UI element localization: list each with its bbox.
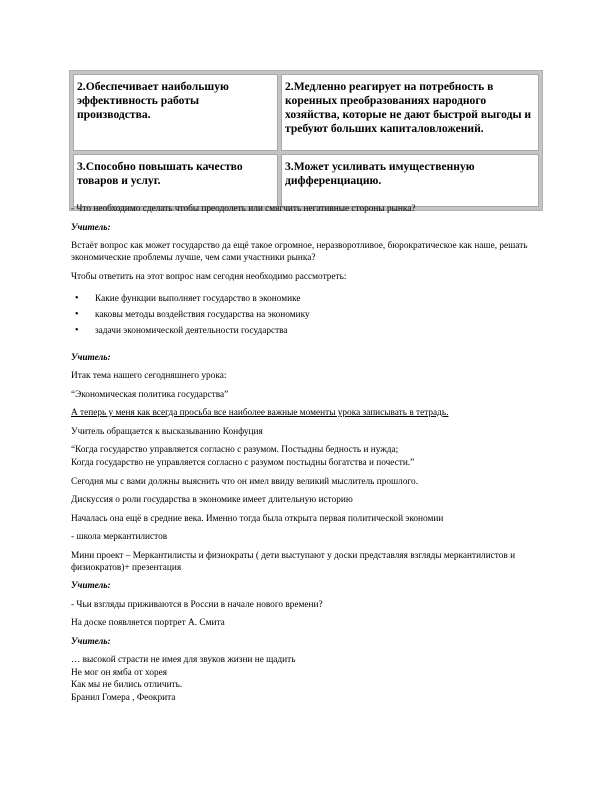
question: - Чьи взгляды приживаются в России в начале нового времени? [71,599,323,610]
table-cell: 3.Может усиливать имущественную дифференциацию. [281,154,539,207]
teacher-label: Учитель: [71,581,111,591]
table-cell: 3.Способно повышать качество товаров и услуг. [73,154,278,207]
table-cell: 2.Медленно реагирует на потребность в коренных преобразованиях народного хозяйства, которые не дают быстрой выгоды и требуют больших капиталовложений. [281,74,539,151]
table-row [73,74,539,151]
list-item: • задачи экономической деятельности государства [95,325,551,337]
lesson-topic: “Экономическая политика государства” [71,389,229,400]
underlined-request: А теперь у меня как всегда просьба все наиболее важные моменты урока записывать в тетрадь. [71,408,449,418]
topics-list [71,293,551,337]
table-cell: 2.Обеспечивает наибольшую эффективность работы производства. [73,74,278,151]
paragraph: - школа меркантилистов [71,532,168,542]
paragraph: Учитель обращается к высказыванию Конфуция [71,426,263,437]
paragraph: Началась она ещё в средние века. Именно тогда была открыта первая политической экономии [71,513,444,524]
table-row [73,154,539,207]
paragraph: Встаёт вопрос как может государство да ещё такое огромное, неразворотливое, бюрократическое как наше, решать экономические проблемы лучше, чем сами участники рынка? [71,241,528,263]
comparison-table [69,70,543,211]
lesson-text [71,203,551,711]
teacher-label: Учитель: [71,222,111,233]
poem-line: … высокой страсти не имея для звуков жизни не щадить [71,655,296,665]
quote-line: Когда государство не управляется согласно с разумом постыдны богатства и почести.” [71,457,415,468]
paragraph: Дискуссия о роли государства в экономике имеет длительную историю [71,495,353,505]
confucius-quote [71,444,551,469]
teacher-label: Учитель: [71,636,111,647]
poem [71,654,551,704]
paragraph: Чтобы ответить на этот вопрос нам сегодня необходимо рассмотреть: [71,271,347,282]
teacher-label: Учитель: [71,352,111,363]
quote-line: “Когда государство управляется согласно с разумом. Постыдны бедность и нужда; [71,445,399,455]
paragraph: Итак тема нашего сегодняшнего урока: [71,371,227,381]
poem-line: Не мог он ямба от хорея [71,667,168,678]
question: - Что необходимо сделать чтобы преодолеть или смягчить негативные стороны рынка? [71,204,416,214]
list-item: • Какие функции выполняет государство в экономике [95,293,551,305]
paragraph: На доске появляется портрет А. Смита [71,618,225,628]
paragraph: Мини проект – Меркантилисты и физиократы ( дети выступают у доски представляя взгляды меркантилистов и физиократов)+ презентация [71,550,516,573]
poem-line: Как мы не бились отличить. [71,680,183,690]
poem-line: Бранил Гомера , Феокрита [71,692,176,703]
paragraph: Сегодня мы с вами должны выяснить что он имел ввиду великий мыслитель прошлого. [71,476,419,487]
list-item: • каковы методы воздействия государства на экономику [95,309,551,321]
